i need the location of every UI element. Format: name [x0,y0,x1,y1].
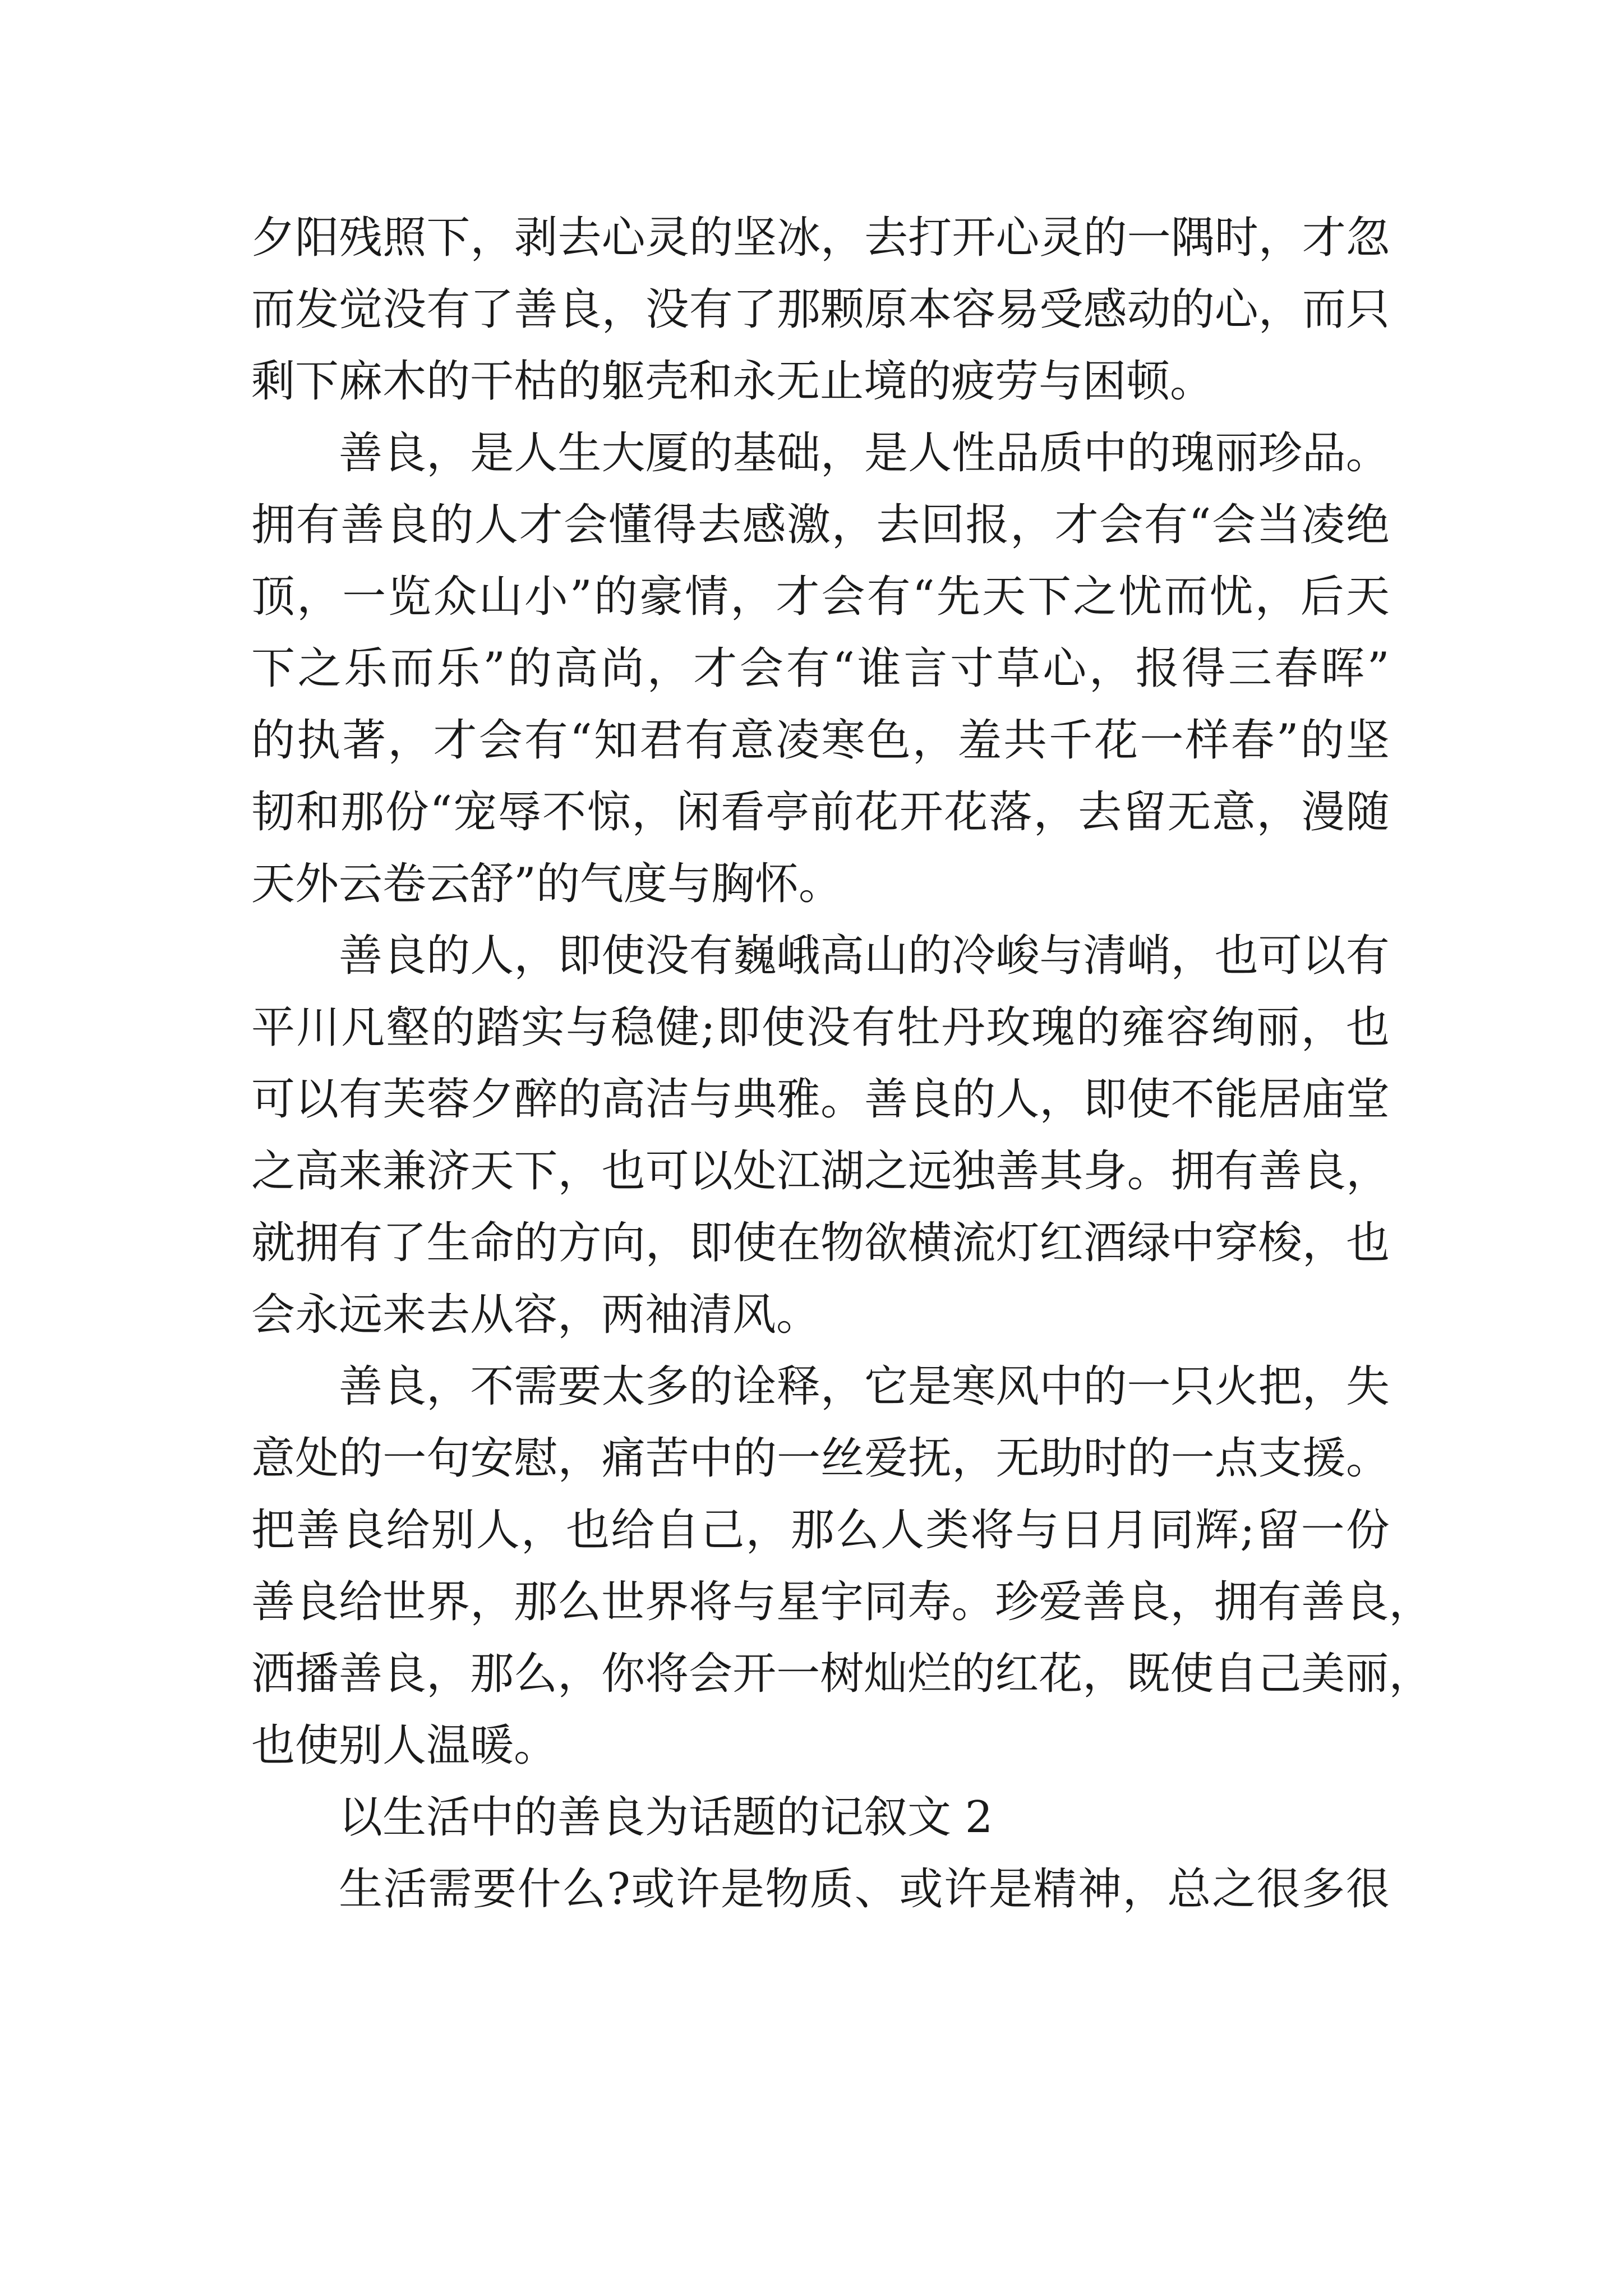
text-line: 之 高 来 兼 济 天 下 ， 也 可 以 处 江 湖 之 远 独 善 其 身 。 拥 有 善 良 ， [251,1146,1390,1197]
text-line: 平 川 凡 壑 的 踏 实 与 稳 健 ; 即 使 没 有 牡 丹 玫 瑰 的 雍 容 绚 丽 ， 也 [251,1002,1390,1053]
text-line: 善 良 给 世 界 ， 那 么 世 界 将 与 星 宇 同 寿 。 珍 爱 善 良 ， 拥 有 善 良 ， [251,1577,1433,1627]
text-line: 剩下麻木的干枯的躯壳和永无止境的疲劳与困顿。 [251,356,1214,407]
text-line: 洒 播 善 良 ， 那 么 ， 你 将 会 开 一 树 灿 烂 的 红 花 ， 既 使 自 己 美 丽 ， [251,1649,1433,1699]
text-line: 把 善 良 给 别 人 ， 也 给 自 己 ， 那 么 人 类 将 与 日 月 同 辉 ; 留 一 份 [251,1505,1390,1556]
text-line: 就 拥 有 了 生 命 的 方 向 ， 即 使 在 物 欲 横 流 灯 红 酒 绿 中 穿 梭 ， 也 [251,1218,1390,1268]
text-line: 拥 有 善 良 的 人 才 会 懂 得 去 感 激 ， 去 回 报 ， 才 会 有 “ 会 当 凌 绝 [251,500,1390,550]
text-line: 会永远来去从容，两袖清风。 [251,1290,820,1340]
document-body [251,202,1433,1925]
text-line: 而 发 觉 没 有 了 善 良 ， 没 有 了 那 颗 原 本 容 易 受 感 动 的 心 ， 而 只 [251,284,1390,335]
text-line-indented: 生 活 需 要 什 么 ? 或 许 是 物 质 、 或 许 是 精 神 ， 总 之 很 多 很 [339,1864,1390,1915]
text-line-indented: 善 良 ， 不 需 要 太 多 的 诠 释 ， 它 是 寒 风 中 的 一 只 火 把 ， 失 [339,1361,1390,1412]
text-line: 下 之 乐 而 乐 ” 的 高 尚 ， 才 会 有 “ 谁 言 寸 草 心 ， 报 得 三 春 晖 ” [251,643,1390,694]
text-line: 天外云卷云舒”的气度与胸怀。 [251,859,842,909]
text-line: 的 执 著 ， 才 会 有 “ 知 君 有 意 凌 寒 色 ， 羞 共 千 花 一 样 春 ” 的 坚 [251,715,1390,766]
text-line: 也使别人温暖。 [251,1720,558,1771]
text-line: 可 以 有 芙 蓉 夕 醉 的 高 洁 与 典 雅 。 善 良 的 人 ， 即 使 不 能 居 庙 堂 [251,1074,1390,1125]
text-line: 韧 和 那 份 “ 宠 辱 不 惊 ， 闲 看 亭 前 花 开 花 落 ， 去 留 无 意 ， 漫 随 [251,787,1390,838]
section-heading: 以生活中的善良为话题的记叙文 2 [339,1792,993,1843]
text-line: 意 处 的 一 句 安 慰 ， 痛 苦 中 的 一 丝 爱 抚 ， 无 助 时 的 一 点 支 援 。 [251,1433,1390,1484]
text-line-indented: 善 良 的 人 ， 即 使 没 有 巍 峨 高 山 的 冷 峻 与 清 峭 ， 也 可 以 有 [339,931,1390,981]
text-line: 顶 ， 一 览 众 山 小 ” 的 豪 情 ， 才 会 有 “ 先 天 下 之 忧 而 忧 ， 后 天 [251,572,1390,622]
text-line: 夕 阳 残 照 下 ， 剥 去 心 灵 的 坚 冰 ， 去 打 开 心 灵 的 一 隅 时 ， 才 忽 [251,213,1390,263]
text-line-indented: 善 良 ， 是 人 生 大 厦 的 基 础 ， 是 人 性 品 质 中 的 瑰 丽 珍 品 。 [339,428,1390,478]
